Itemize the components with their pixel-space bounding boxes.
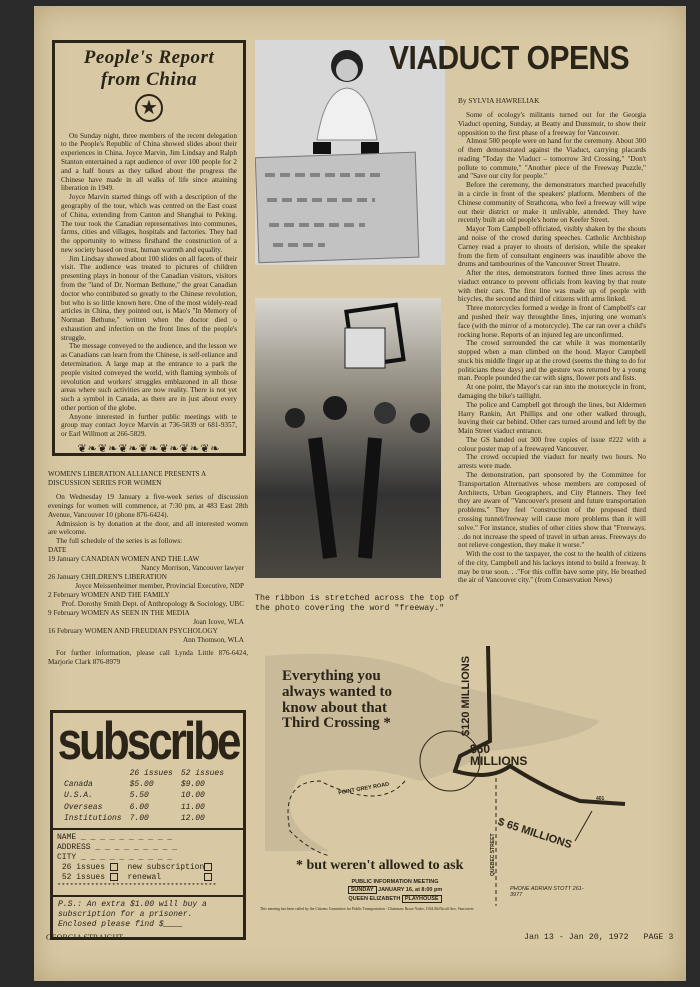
ps-note: P.S.: An extra $1.00 will buy a subscription for a prisoner. Enclosed please find $____ [53, 895, 243, 933]
rate-row: U.S.A. 5.50 10.00 [64, 791, 205, 801]
road-label: POINT GREY ROAD [337, 781, 390, 797]
headline: VIADUCT OPENS [389, 40, 630, 77]
date-label: DATE [48, 545, 67, 554]
rates-table: 26 issues 52 issues Canada $5.00 $9.00 U.S.A. 5.50 10.00 Overseas 6.00 11.00 Institutions 7.00 12.00 [53, 767, 235, 825]
rate-row: Canada $5.00 $9.00 [64, 780, 205, 790]
checkbox-52-issues[interactable] [110, 873, 118, 881]
ad-headline: Everything you always wanted to know about that Third Crossing * [282, 668, 393, 732]
ad-tagline: * but weren't allowed to ask [296, 858, 464, 873]
newspaper-page [34, 6, 686, 981]
wla-heading: WOMEN'S LIBERATION ALLIANCE PRESENTS A DISCUSSION SERIES FOR WOMEN [48, 470, 206, 487]
crowd-photo [255, 298, 441, 578]
highway-label: 401 [596, 796, 605, 802]
schedule-row: 9 February WOMEN AS SEEN IN THE MEDIA Joan Icove, WLA [48, 608, 244, 626]
checkbox-renewal[interactable] [204, 873, 212, 881]
subscribe-form: NAME _ _ _ _ _ _ _ _ _ _ ADDRESS _ _ _ _ _ _ _ _ _ CITY _ _ _ _ _ _ _ _ _ _ 26 issues new subscription 52 issues renewal ************************************** [53, 828, 243, 895]
paragraph: The GS handed out 300 free copies of issue #222 with a colour poster map of a freewayed Vancouver. [458, 435, 646, 453]
paragraph: The police and Campbell got through the lines, but Aldermen Harry Rankin, Art Phillips and one other walked through, leaving their car behind. Other cars turned around and left by the Main Street viaduct entrance. [458, 400, 646, 436]
byline: By SYLVIA HAWRELIAK [458, 96, 540, 105]
star-icon: ★ [61, 93, 237, 122]
paragraph: Three motorcycles formed a wedge in front of Campbell's car and pushed their way throughthe lines, injuring one woman's face (with the mirror of a motorcycle). The car ran over a child's rocking horse. Reports of an injured leg are unconfirmed. [458, 304, 646, 339]
paragraph: The message conveyed to the audience, and the lesson we as Canadians can learn from the Chinese, is self-reliance and determination. A large map at the entrance to a park the people visited conveyed the world, with flaming symbols of revolution and workers' struggles emblazoned in all those areas where such activities are now reality. There is not yet such a symbol in Canada, as there are in just about every other portion of the globe. [61, 342, 237, 412]
china-report-box [52, 40, 246, 456]
article-body [458, 111, 646, 585]
meeting-details: PUBLIC INFORMATION MEETING SUNDAY JANUARY 16, at 8:00 pm QUEEN ELIZABETH PLAYHOUSE [348, 879, 443, 902]
star-divider: ************************************** [57, 883, 217, 892]
cost-label-1: $120 MILLIONS [460, 655, 472, 736]
name-label: NAME [57, 832, 77, 842]
womens-liberation-notice [48, 470, 248, 667]
wla-contact: For further information, please call Lynda Little 876-6424, Marjorie Clark 876-8979 [48, 648, 248, 666]
cost-label-2: $60 MILLIONS [470, 742, 528, 768]
paragraph: With the cost to the taxpayer, the cost to the health of citizens of the city, Campbell and his lackeys intend to build a freeway. It may be true soon. . ."For this coffin have some pity, He breathed the air of Vancouver city." (from Conservation News) [458, 550, 646, 585]
china-title-2: from China [100, 68, 198, 90]
paragraph: On Wednesday 19 January a five-week series of discussion evenings for women will commence, at 7:30 pm, at 483 East 28th Avenue, Vancouver 10 (phone 876-6424). [48, 493, 248, 519]
cost-label-3: $ 65 MILLIONS [496, 816, 574, 852]
paragraph: Mayor Tom Campbell officiated, visibly shaken by the shouts and noise of the crowd during speeches. Catholic Archbishop Carney read a prayer to shouts of derision, while the speaker from the firm of consultant engineers was inaudible above the drums and tambourines of the Vancouver Street Theatre. [458, 225, 646, 269]
paragraph: Before the ceremony, the demonstrators marched peacefully in a circle in front of the speakers' platform. Members of the Chinese community of Strathcona, who feel a freeway will wipe out their district or make it unlivable, attended. They have recently built an old people's home on Keefer Street. [458, 181, 646, 225]
paragraph: The crowd occupied the viaduct for nearly two hours. No arrests were made. [458, 453, 646, 471]
photo-caption: The ribbon is stretched across the top of the photo covering the word "freeway." [255, 594, 460, 613]
schedule [48, 546, 248, 645]
checkbox-26-issues[interactable] [110, 863, 118, 871]
china-body [61, 132, 237, 439]
masthead-footer: GEORGIA STRAIGHT [46, 933, 124, 942]
schedule-row: 26 January CHILDREN'S LIBERATION Joyce Meissenheimer member, Provincial Executive, NDP [48, 572, 244, 590]
paragraph: Almost 500 people were on hand for the ceremony. About 300 of them demonstrated against the Viaduct, carrying placards reading "Today the Viaduct – tomorrow 3rd Crossing," "Don't pollute to commute," "Another piece of the Freeway Puzzle," and "Save our city for people." [458, 137, 646, 181]
third-crossing-ad [260, 641, 640, 913]
subscribe-coupon [50, 710, 246, 940]
rate-row: Overseas 6.00 11.00 [64, 802, 205, 812]
address-label: ADDRESS [57, 842, 91, 852]
street-label: QUEBEC STREET [490, 833, 496, 876]
rate-row: Institutions 7.00 12.00 [64, 813, 205, 823]
schedule-row: 19 January CANADIAN WOMEN AND THE LAW Nancy Morrison, Vancouver lawyer [48, 554, 244, 572]
paragraph: After the rites, demonstrators formed three lines across the viaduct entrance to prevent officials from leaving by that route with their cars. The first line was made up of people with bicycles, the second and third of citizens with arms linked. [458, 269, 646, 304]
paragraph: The crowd surrounded the car while it was momentarily stopped when a man climbed on the hood. Mayor Campbell stuck his middle finger up at the crowd (seems the thing to do for politicians these days) and the gesture was returned by a young man. People pounded the car with signs, flower pots and fists. [458, 339, 646, 383]
city-label: CITY [57, 852, 77, 862]
schedule-row: 16 February WOMEN AND FREUDIAN PSYCHOLOGY Ann Thomson, WLA [48, 626, 244, 644]
floral-ornament-divider: ❦❧❦❧❦❧❦❧❦❧❦❧❦❧ [77, 443, 221, 455]
handwritten-phone: PHONE ADRIAN STOTT 261-3977 [510, 886, 584, 898]
paragraph: Admission is by donation at the door, and all interested women are welcome. [48, 519, 248, 537]
paragraph: Joyce Marvin started things off with a description of the geography of the tour, which was centred on the East coast of China, extending from Canton and Shanghai to Peking. The tour took the Canadian representatives into communes, farms, cities and villages, hospitals and factories. They had the opportunity to witness firsthand the construction of a new society based on trust, human warmth and equality. [61, 193, 237, 254]
paragraph: The full schedule of the series is as follows: [56, 537, 183, 546]
ad-credit: This meeting has been called by the Citizens Committee for Public Transportation - Chairman: Bruce Yorke, 1924 McNicoll Ave, Vancouver [260, 907, 474, 911]
paragraph: At one point, the Mayor's car ran into the motorcycle in front, damaging the bike's taillight. [458, 383, 646, 400]
issue-date-page: Jan 13 - Jan 20, 1972 PAGE 3 [524, 933, 674, 942]
paragraph: On Sunday night, three members of the recent delegation to the People's Republic of China showed slides about their experiences in China. Joyce Marvin, Jim Lindsay and Ralph Stanton entertained a rapt audience of over 100 people for 2 and a half hours as they talked about the progress the Chinese have made in all walks of life since attaining liberation in 1949. [61, 131, 237, 193]
paragraph: Anyone interested in further public meetings with te group may contact Joyce Marvin at 736-5839 or 681-9357, or Earl Willmott at 266-5829. [61, 412, 237, 439]
schedule-row: 2 February WOMEN AND THE FAMILY Prof. Dorothy Smith Dept. of Anthropology & Sociology, UBC [48, 590, 244, 608]
subscribe-title: subscribe [57, 712, 239, 771]
paragraph: Jim Lindsay showed about 100 slides on all facets of their visit. The audience was treated to pictures of children presenting plays in honour of the Canadian visitors, visitors from the "land of Dr. Norman Bethune," the great Canadian doctor who contributed so greatly to the Chinese revolution, but who is so little known here. One of the most widely-read articles in China, they pointed out, is Mao's "In Memory of Norman Bethune," written when the doctor died o exhaustion and infection on the front lines of the people's struggle. [61, 254, 237, 342]
checkbox-new-subscription[interactable] [204, 863, 212, 871]
paragraph: Some of ecology's militants turned out for the Georgia Viaduct opening, Sunday, at Beatty and Dunsmuir, to show their opposition to the first phase of a freeway for Vancouver. [458, 111, 646, 137]
china-title-1: People's Report [83, 47, 215, 68]
paragraph: The demonstration, part sponsored by the Committee for Transportation Alternatives whose members are composed of Architects, Urban Geographers, and City Planners. They feel they are aware of "Vancouver's present and future transportation problems." They feel "construction of the proposed third crossing tunnel/freeway will cause more problems than it will solve." For instance, studies of other cities show that "Freeways. . .do not increase the speed of travel in urban areas. Freeways do not relieve congestion, they make it worse." [458, 471, 646, 550]
